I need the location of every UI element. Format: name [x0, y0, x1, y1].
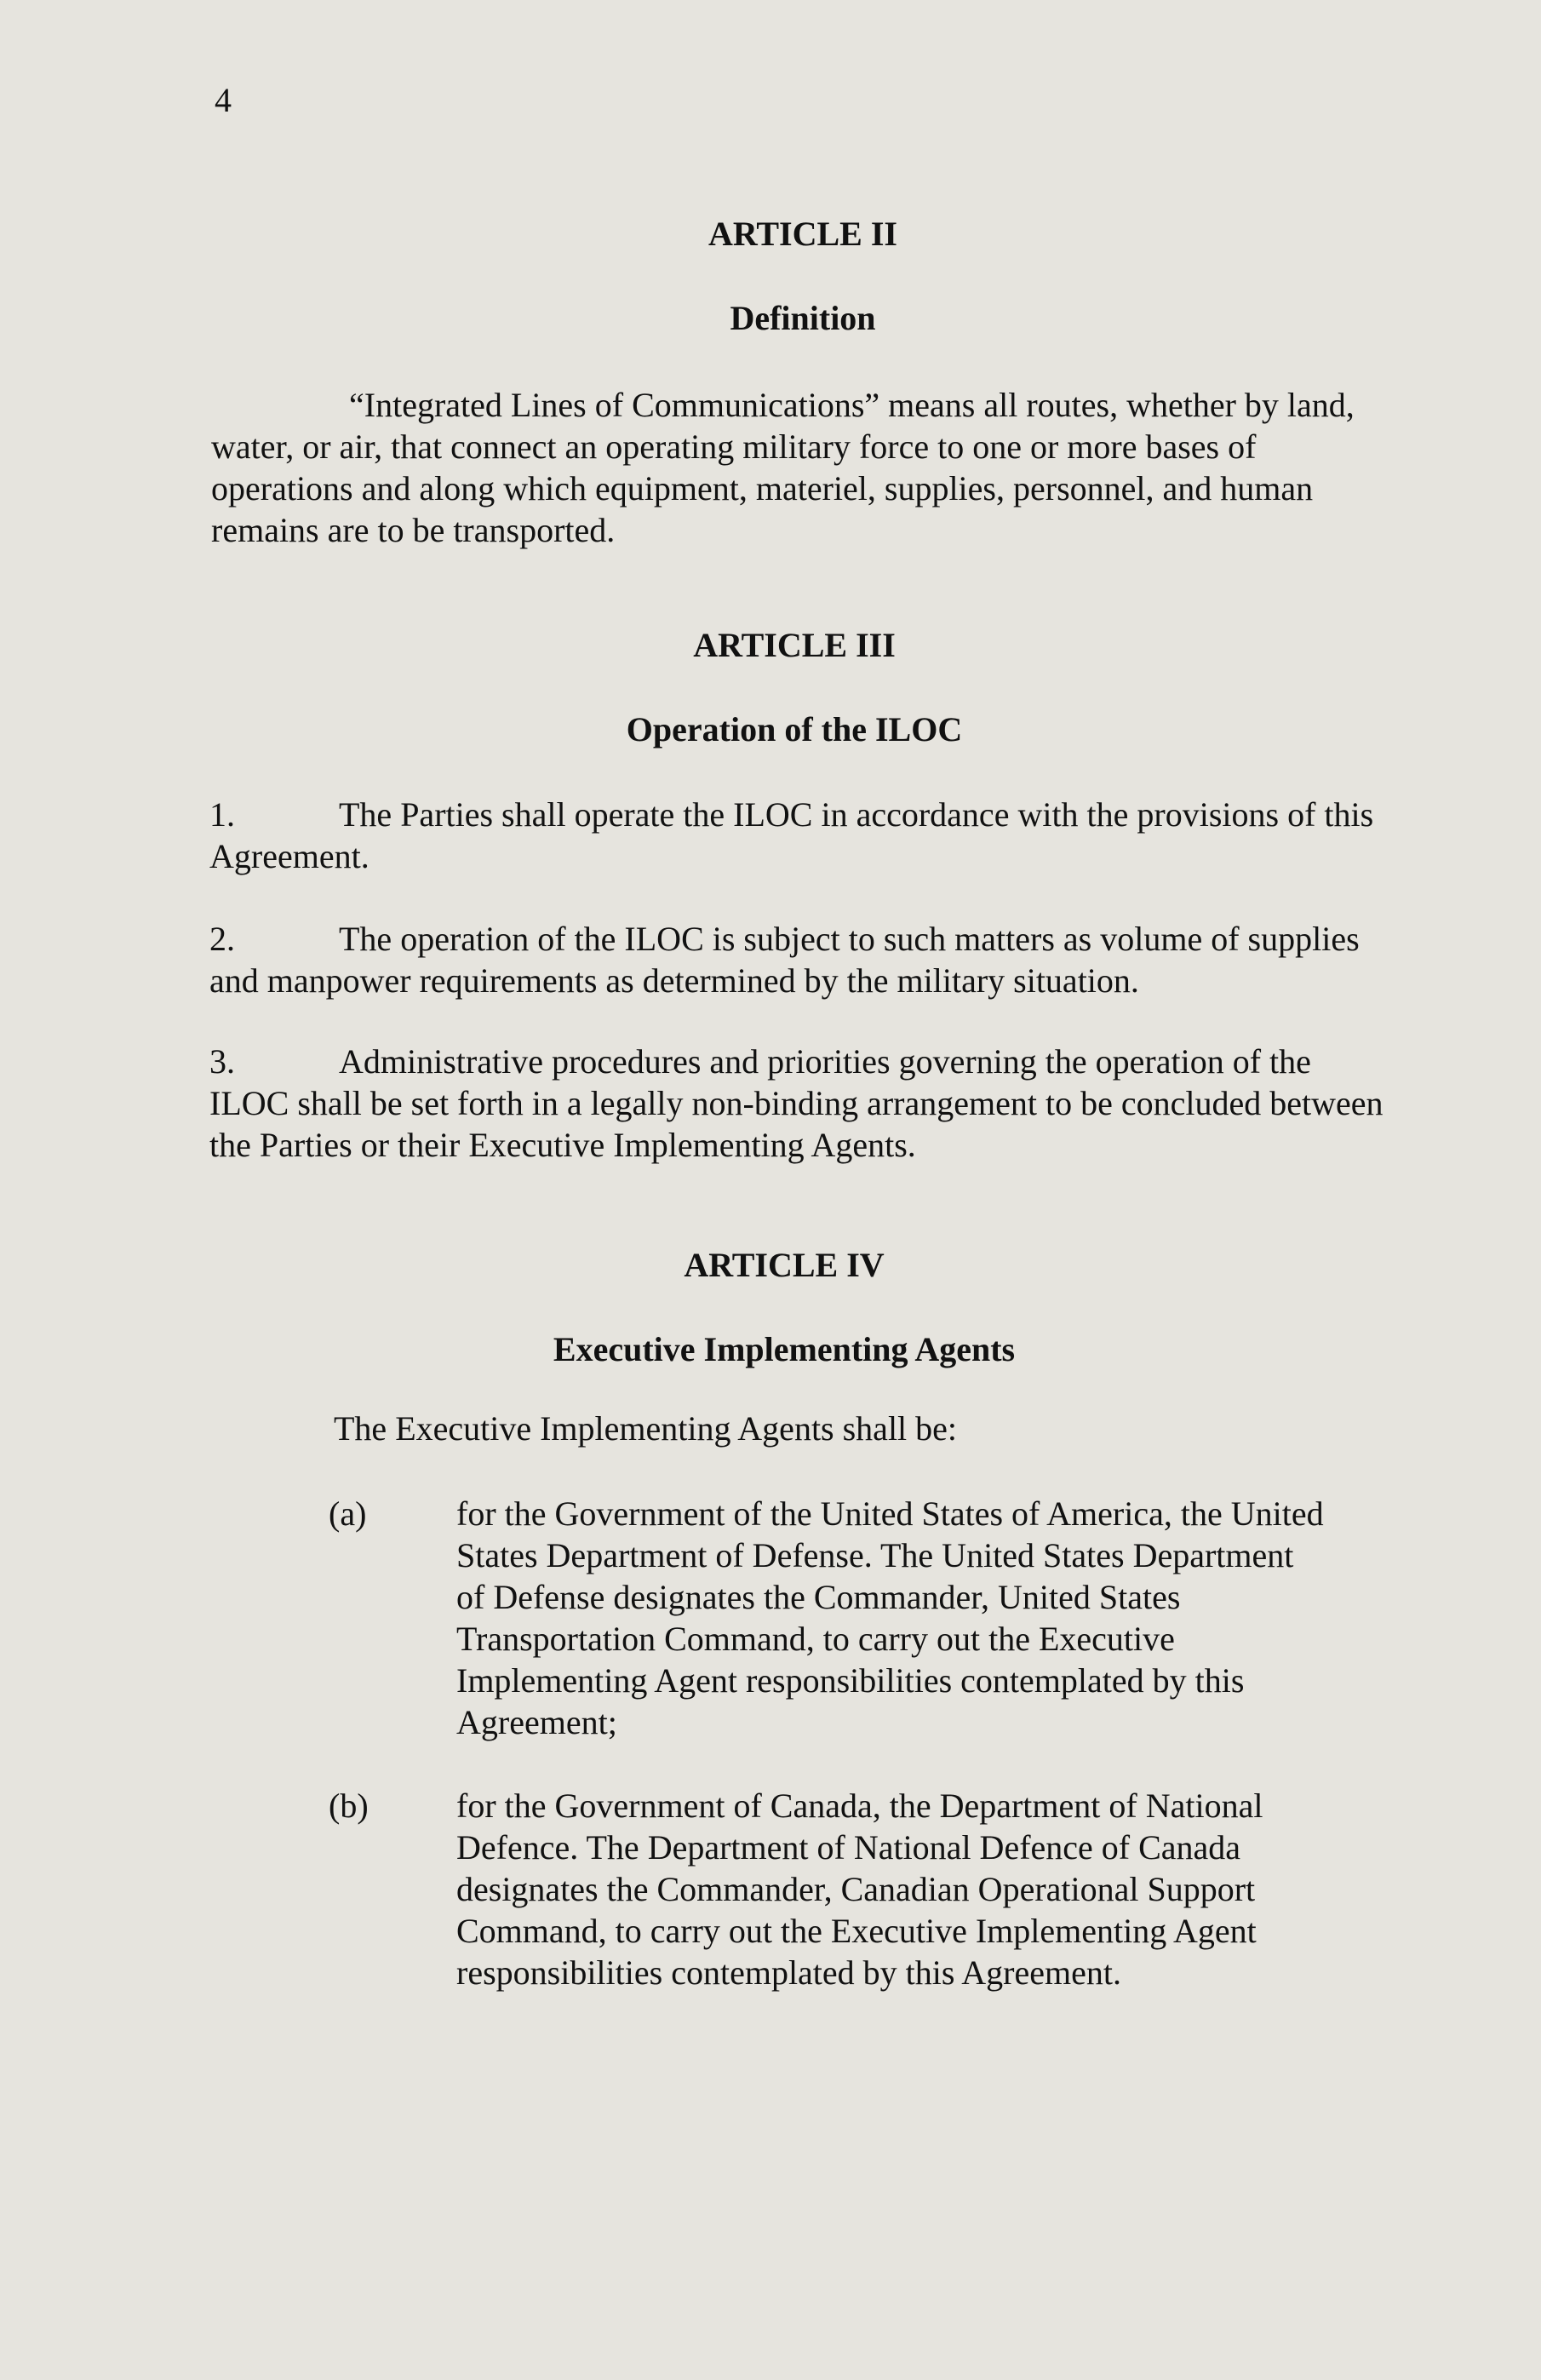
item-text: The Parties shall operate the ILOC in accordance with the provisions of this Agreement.: [209, 795, 1374, 875]
item-number: 3.: [209, 1042, 235, 1081]
item-text: The operation of the ILOC is subject to such matters as volume of supplies and manpower requirements as determined by the military situation.: [209, 920, 1360, 1000]
article-iii-item-3: [209, 1041, 1384, 1166]
item-letter: (a): [329, 1494, 367, 1533]
item-text: for the Government of the United States of America, the United States Department of Defense. The United States Department of Defense designates the Commander, United States Transportation Command, to carry out the Executive Implementing Agent responsibilities contemplated by this Agreement;: [456, 1494, 1324, 1741]
item-text: Administrative procedures and priorities governing the operation of the ILOC shall be set forth in a legally non-binding arrangement to be concluded between the Parties or their Executive Implementing Agents.: [209, 1042, 1383, 1164]
article-iii-item-2: [209, 918, 1384, 1001]
item-number: 1.: [209, 795, 235, 834]
item-text: for the Government of Canada, the Department of National Defence. The Department of National Defence of Canada designates the Commander, Canadian Operational Support Command, to carry out the Executive Implementing Agent responsibilities contemplated by this Agreement.: [456, 1786, 1263, 1992]
item-number: 2.: [209, 920, 235, 958]
page-number: 4: [215, 81, 232, 119]
article-ii-heading: ARTICLE II: [708, 215, 897, 253]
article-iii-subheading: Operation of the ILOC: [626, 710, 963, 748]
article-ii-subheading: Definition: [730, 299, 876, 337]
article-iv-item-a: [329, 1493, 1350, 1743]
definition-paragraph: “Integrated Lines of Communications” means all routes, whether by land, water, or air, that connect an operating military force to one or more bases of operations and along which equipment, materiel, supplies, personnel, and human remains are to be transported.: [211, 386, 1355, 549]
article-iii-heading: ARTICLE III: [693, 626, 896, 664]
article-iv-heading: ARTICLE IV: [684, 1246, 885, 1284]
article-iv-intro: The Executive Implementing Agents shall be:: [334, 1409, 958, 1448]
article-iii-item-1: [209, 794, 1384, 877]
article-iv-subheading: Executive Implementing Agents: [553, 1330, 1016, 1368]
article-iv-item-b: [329, 1785, 1350, 1993]
item-letter: (b): [329, 1786, 369, 1825]
